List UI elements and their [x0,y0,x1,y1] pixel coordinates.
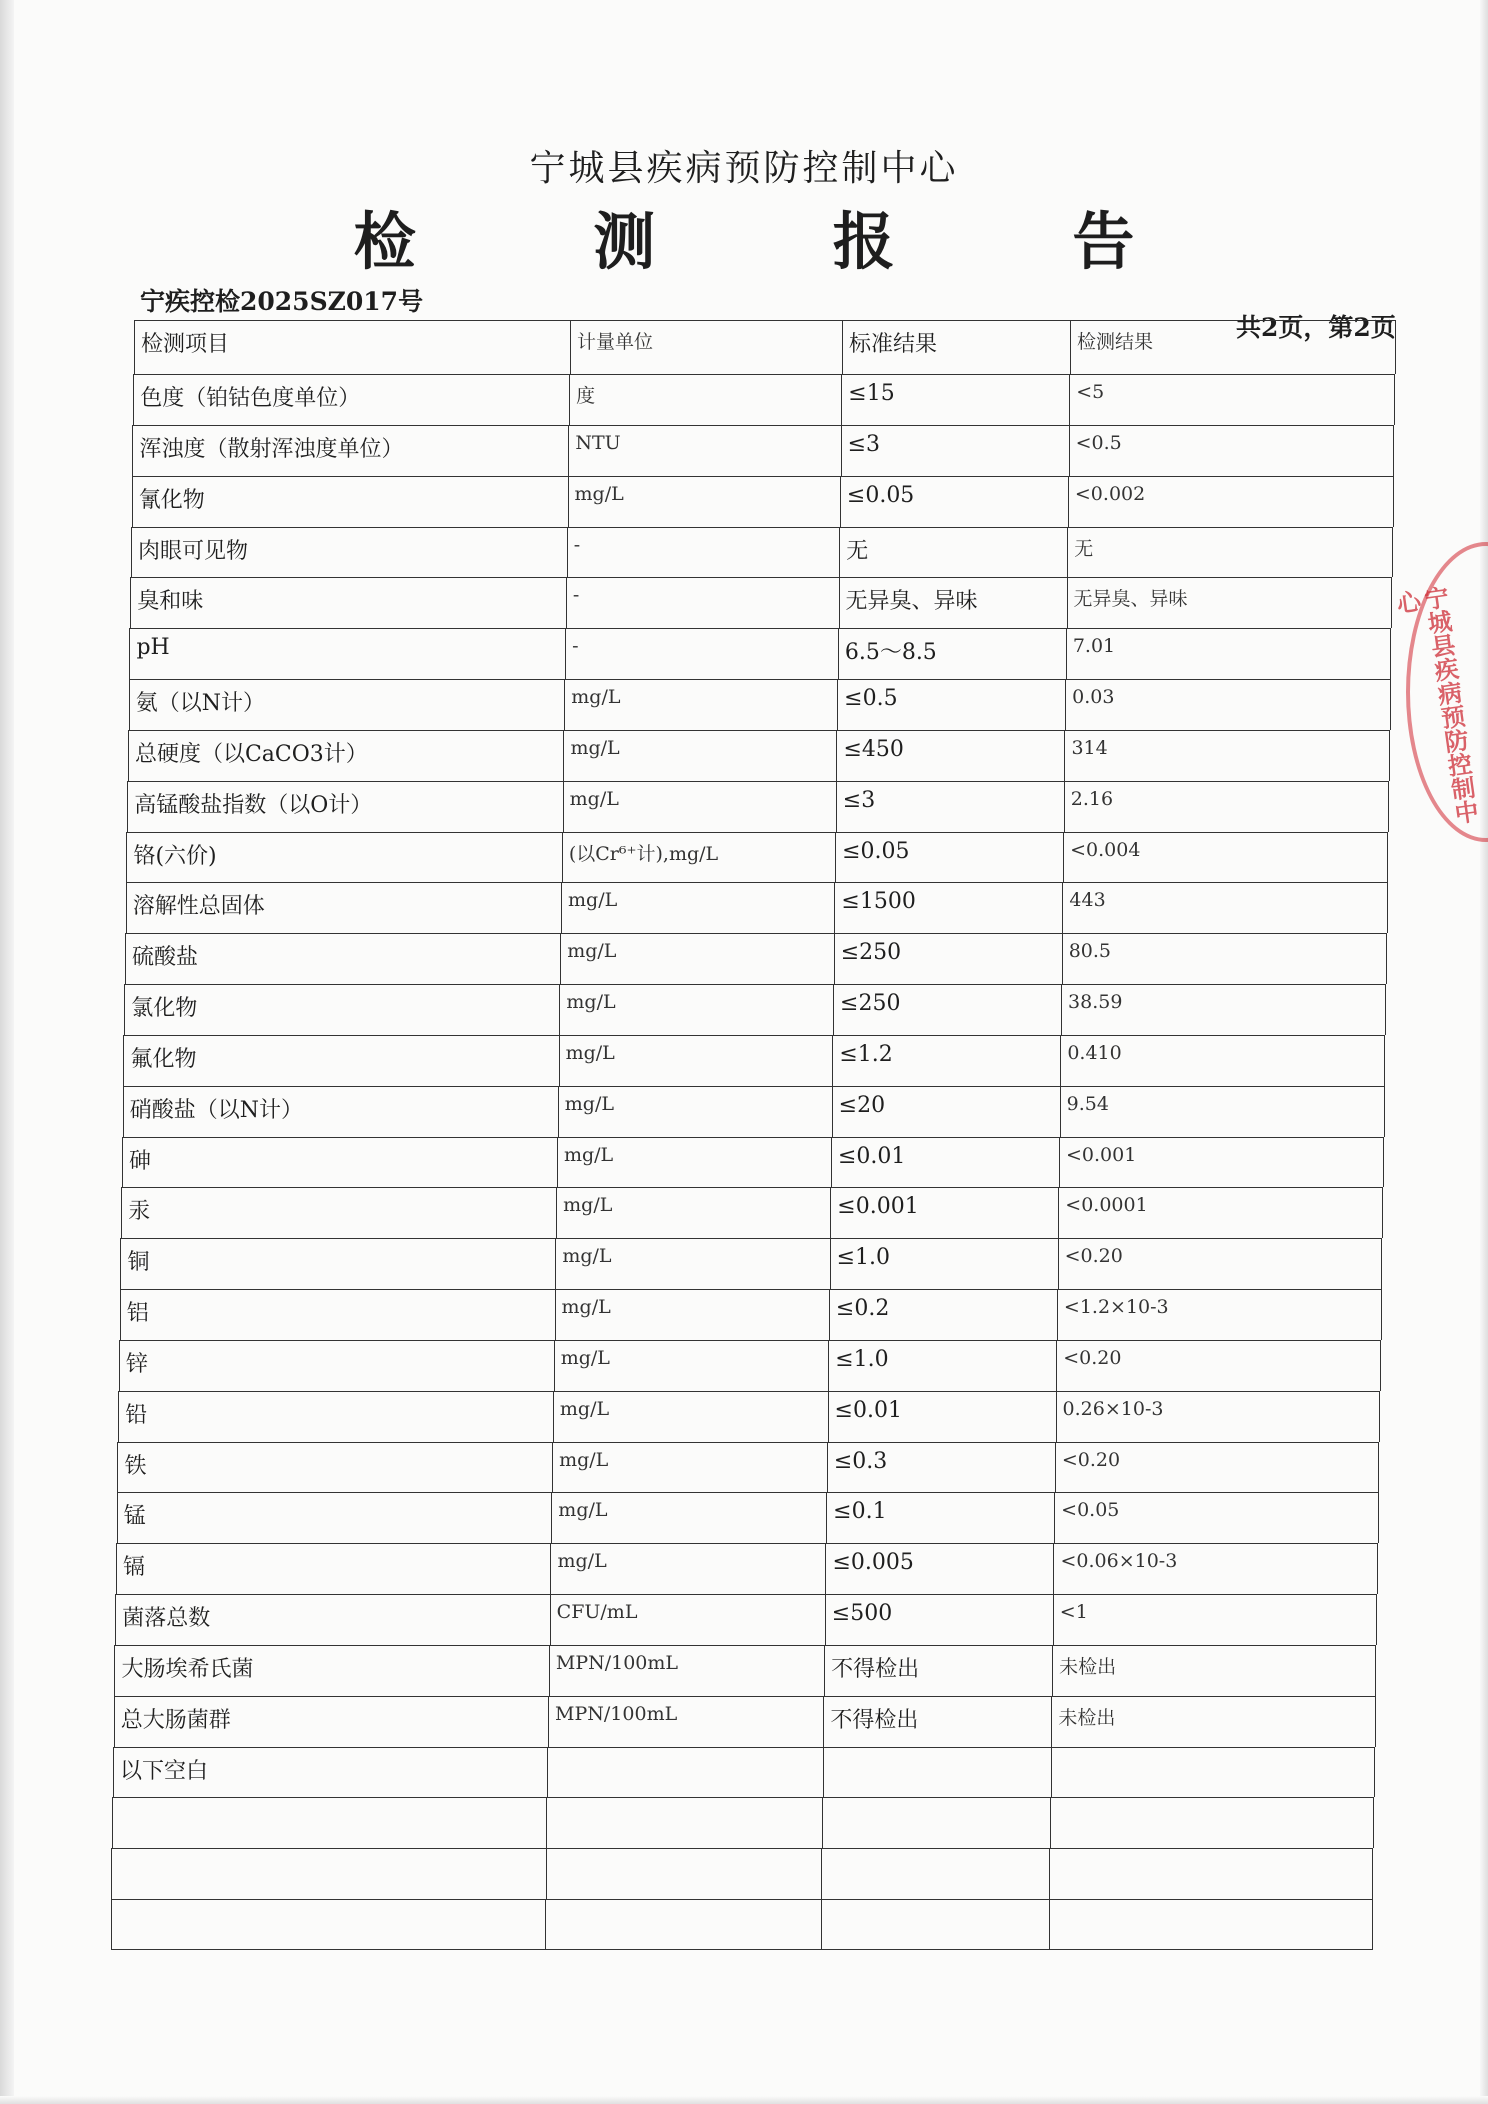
table-cell: <0.20 [1058,1238,1383,1289]
table-cell: 浑浊度（散射浑浊度单位） [132,425,568,476]
table-cell: mg/L [568,476,840,527]
table-cell: ≤0.005 [825,1543,1053,1594]
page-info: 共2页，第2页 [1236,313,1396,342]
table-cell: <0.05 [1054,1492,1379,1543]
table-cell: 铅 [118,1391,553,1442]
table-cell: ≤250 [834,933,1062,984]
table-cell [823,1747,1051,1798]
table-cell: ≤0.2 [829,1289,1057,1340]
table-header-cell: 标准结果 [842,320,1070,374]
table-cell: 铜 [120,1238,555,1289]
table-cell [547,1747,823,1798]
table-cell: <0.0001 [1058,1187,1383,1238]
table-cell: ≤0.1 [826,1492,1054,1543]
table-cell: mg/L [564,679,837,730]
table-cell: mg/L [559,1035,833,1086]
table-cell: 0.03 [1065,679,1391,730]
report-number: 宁疾控检2025SZ017号 [140,287,424,316]
table-cell: mg/L [557,1137,831,1188]
table-cell [546,1848,822,1899]
table-cell: 以下空白 [113,1747,547,1798]
table-cell [822,1797,1050,1848]
table-cell: ≤0.001 [830,1187,1058,1238]
table-header-cell: 计量单位 [570,320,842,374]
table-cell: 6.5～8.5 [838,628,1066,679]
table-cell: ≤0.3 [827,1442,1055,1493]
table-cell: ≤1.0 [830,1238,1058,1289]
table-cell: 高锰酸盐指数（以O计） [127,781,562,832]
table-cell: mg/L [559,984,833,1035]
table-cell: ≤450 [836,730,1064,781]
table-cell [1051,1747,1375,1798]
table-cell: MPN/100mL [548,1696,823,1747]
table-cell: 硝酸盐（以N计） [123,1086,558,1137]
table-cell: mg/L [556,1187,830,1238]
table-cell: <1.2×10-3 [1057,1289,1382,1340]
organization-name: 宁城县疾病预防控制中心 [529,148,959,189]
table-cell: 38.59 [1061,984,1386,1035]
table-header-cell: 检测结果 [1070,320,1396,374]
table-cell: 9.54 [1060,1086,1385,1137]
table-cell: <0.5 [1069,425,1395,476]
table-cell: ≤0.01 [831,1137,1059,1188]
table-cell: 无异臭、异味 [839,577,1067,628]
table-cell [112,1797,546,1848]
table-cell [1049,1848,1373,1899]
table-cell: - [567,527,840,578]
table-cell [821,1848,1049,1899]
table-cell: pH [129,628,565,679]
table-cell: mg/L [560,933,834,984]
table-cell: ≤3 [836,781,1064,832]
seal-text: 宁城县疾病预防控制中心 [1390,584,1481,827]
table-cell [545,1899,821,1950]
table-cell: 氰化物 [132,476,568,527]
table-cell: ≤1500 [834,882,1062,933]
table-cell: mg/L [555,1289,829,1340]
table-cell: ≤0.5 [837,679,1065,730]
table-cell [111,1899,545,1950]
table-cell: MPN/100mL [549,1645,824,1696]
table-cell: 未检出 [1051,1696,1375,1747]
table-cell: mg/L [554,1340,829,1391]
table-cell: ≤1.0 [828,1340,1056,1391]
table-cell: CFU/mL [550,1594,825,1645]
table-cell: NTU [568,425,840,476]
table-cell: 砷 [122,1137,557,1188]
table-cell: (以Cr⁶⁺计),mg/L [562,832,835,883]
table-cell: 443 [1062,882,1387,933]
table-cell [1049,1899,1373,1950]
table-cell: - [565,628,838,679]
table-cell: 汞 [121,1187,556,1238]
table-cell: ≤500 [825,1594,1053,1645]
table-cell: mg/L [561,882,834,933]
table-cell: <5 [1069,374,1395,425]
table-cell: ≤0.01 [828,1391,1056,1442]
table-cell: 7.01 [1066,628,1392,679]
table-cell: mg/L [558,1086,832,1137]
table-cell: mg/L [550,1543,825,1594]
table-cell: 铁 [117,1442,552,1493]
table-cell: 氨（以N计） [129,679,565,730]
table-cell: 度 [569,374,841,425]
table-header-cell: 检测项目 [134,320,570,374]
table-cell: 大肠埃希氏菌 [114,1645,548,1696]
table-cell [546,1797,822,1848]
table-cell: <1 [1053,1594,1377,1645]
table-cell: 菌落总数 [115,1594,549,1645]
table-cell: 氟化物 [123,1035,558,1086]
table-cell: 不得检出 [824,1645,1052,1696]
table-cell: 未检出 [1052,1645,1376,1696]
table-cell: mg/L [551,1492,826,1543]
table-cell: 不得检出 [823,1696,1051,1747]
table-cell [111,1848,545,1899]
table-cell: mg/L [563,730,836,781]
table-cell: 无 [1067,527,1393,578]
table-cell: 铝 [120,1289,555,1340]
table-cell: ≤0.05 [835,832,1063,883]
table-cell: ≤20 [832,1086,1060,1137]
table-cell: 2.16 [1064,781,1389,832]
table-cell: <0.002 [1068,476,1394,527]
table-cell: 色度（铂钴色度单位） [133,374,569,425]
table-cell: 氯化物 [124,984,559,1035]
table-cell: 无 [839,527,1067,578]
table-cell: 总大肠菌群 [114,1696,548,1747]
table-cell: 锰 [117,1492,552,1543]
table-cell: 硫酸盐 [125,933,560,984]
table-cell: ≤1.2 [832,1035,1060,1086]
table-cell [1050,1797,1374,1848]
table-cell: mg/L [555,1238,829,1289]
table-cell: ≤15 [841,374,1069,425]
table-cell: 铬(六价) [126,832,561,883]
table-cell: ≤3 [841,425,1069,476]
table-cell: mg/L [553,1391,828,1442]
table-cell: ≤250 [833,984,1061,1035]
table-cell: 锌 [119,1340,554,1391]
table-cell: 总硬度（以CaCO3计） [128,730,563,781]
table-cell: mg/L [552,1442,827,1493]
table-cell: <0.001 [1059,1137,1384,1188]
table-cell: ≤0.05 [840,476,1068,527]
table-cell: <0.20 [1056,1340,1381,1391]
table-cell: 镉 [116,1543,550,1594]
table-cell: <0.06×10-3 [1053,1543,1377,1594]
table-cell: mg/L [563,781,836,832]
table-cell: 无异臭、异味 [1067,577,1393,628]
table-cell: 溶解性总固体 [126,882,561,933]
table-cell: 0.410 [1060,1035,1385,1086]
report-title: 检 测 报 告 [353,205,1213,278]
table-cell: - [566,577,839,628]
table-cell: 80.5 [1062,933,1387,984]
table-cell: 肉眼可见物 [131,527,567,578]
table-cell: 臭和味 [130,577,566,628]
table-cell: 0.26×10-3 [1056,1391,1381,1442]
table-cell [821,1899,1049,1950]
table-cell: <0.20 [1055,1442,1380,1493]
table-cell: <0.004 [1063,832,1388,883]
table-cell: 314 [1064,730,1389,781]
